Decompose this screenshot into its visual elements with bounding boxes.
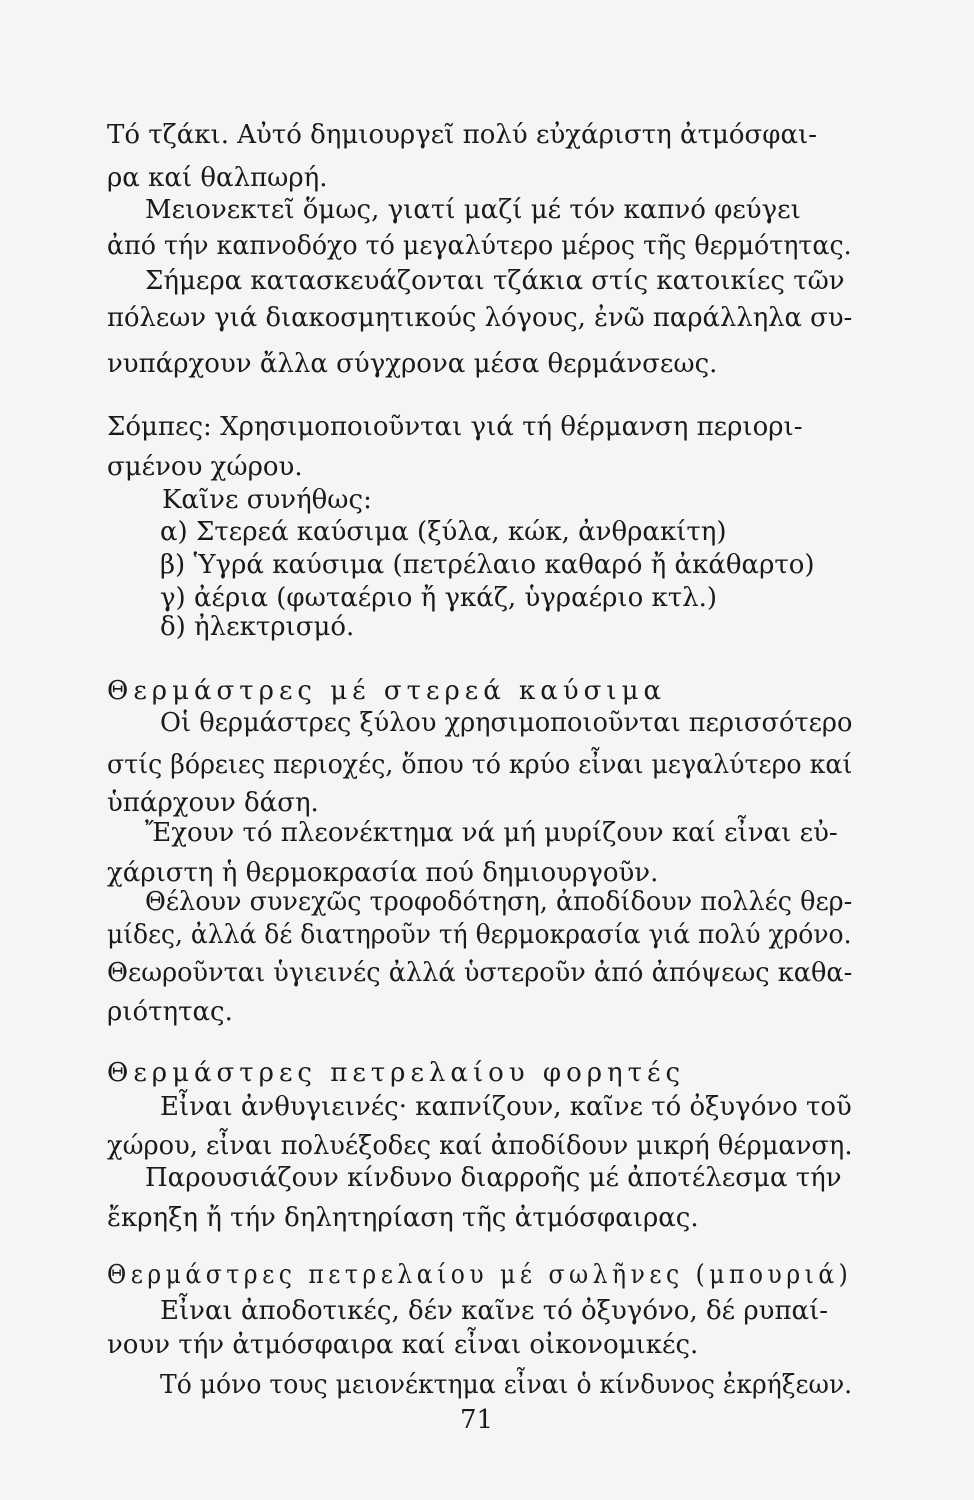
text-line: ὑπάρχουν δάση. <box>107 788 319 818</box>
text-line: ριότητας. <box>107 997 233 1027</box>
text-line: ἔκρηξη ἤ τήν δηλητηρίαση τῆς ἀτμόσφαιρας. <box>107 1203 699 1233</box>
text-line: Εἶναι ἀνθυγιεινές· καπνίζουν, καῖνε τό ὀξυγόνο τοῦ <box>160 1092 852 1122</box>
list-item: γ) ἀέρια (φωταέριο ἤ γκάζ, ὑγραέριο κτλ.) <box>160 583 718 613</box>
section-heading: Θερμάστρες μέ στερεά καύσιμα <box>107 676 667 706</box>
list-item: α) Στερεά καύσιμα (ξύλα, κώκ, ἀνθρακίτη) <box>160 517 727 547</box>
text-line: ἀπό τήν καπνοδόχο τό μεγαλύτερο μέρος τῆς θερμότητας. <box>107 231 852 261</box>
text-line: Εἶναι ἀποδοτικές, δέν καῖνε τό ὀξυγόνο, δέ ρυπαί- <box>160 1296 829 1326</box>
text-line: νυπάρχουν ἄλλα σύγχρονα μέσα θερμάνσεως. <box>107 349 718 379</box>
text-line: Θέλουν συνεχῶς τροφοδότηση, ἀποδίδουν πολλές θερ- <box>145 887 853 917</box>
text-line: Σήμερα κατασκευάζονται τζάκια στίς κατοικίες τῶν <box>145 266 845 296</box>
text-line: Τό μόνο τους μειονέκτημα εἶναι ὁ κίνδυνος ἐκρήξεων. <box>160 1370 853 1400</box>
text-line: Τό τζάκι. Αὐτό δημιουργεῖ πολύ εὐχάριστη ἀτμόσφαι- <box>107 120 817 150</box>
text-line: χάριστη ἡ θερμοκρασία πού δημιουργοῦν. <box>107 858 659 888</box>
text-line: Οἱ θερμάστρες ξύλου χρησιμοποιοῦνται περισσότερο <box>160 708 853 738</box>
section-heading: Θερμάστρες πετρελαίου φορητές <box>107 1058 686 1088</box>
text-line: Ἔχουν τό πλεονέκτημα νά μή μυρίζουν καί εἶναι εὐ- <box>145 818 838 848</box>
text-line: Σόμπες: Χρησιμοποιοῦνται γιά τή θέρμανση περιορι- <box>107 412 803 442</box>
text-line: στίς βόρειες περιοχές, ὅπου τό κρύο εἶναι μεγαλύτερο καί <box>107 750 853 780</box>
section-heading: Θερμάστρες πετρελαίου μέ σωλῆνες (μπουριά) <box>107 1260 853 1290</box>
text-line: Μειονεκτεῖ ὅμως, γιατί μαζί μέ τόν καπνό φεύγει <box>145 195 801 225</box>
page-number: 71 <box>460 1405 494 1435</box>
list-item: δ) ἠλεκτρισμό. <box>160 612 355 642</box>
text-line: νουν τήν ἀτμόσφαιρα καί εἶναι οἰκονομικές. <box>107 1330 699 1360</box>
text-line: ρα καί θαλπωρή. <box>107 163 328 193</box>
text-line: πόλεων γιά διακοσμητικούς λόγους, ἐνῶ παράλληλα συ- <box>107 303 853 333</box>
text-line: μίδες, ἀλλά δέ διατηροῦν τή θερμοκρασία γιά πολύ χρόνο. <box>107 920 852 950</box>
text-line: Θεωροῦνται ὑγιεινές ἀλλά ὑστεροῦν ἀπό ἀπόψεως καθα- <box>107 958 853 988</box>
text-line: Παρουσιάζουν κίνδυνο διαρροῆς μέ ἀποτέλεσμα τήν <box>145 1163 842 1193</box>
text-line: χώρου, εἶναι πολυέξοδες καί ἀποδίδουν μικρή θέρμανση. <box>107 1131 853 1161</box>
text-line: Καῖνε συνήθως: <box>162 485 372 515</box>
list-item: β) Ὑγρά καύσιμα (πετρέλαιο καθαρό ἤ ἀκάθαρτο) <box>160 550 815 580</box>
text-line: σμένου χώρου. <box>107 452 303 482</box>
